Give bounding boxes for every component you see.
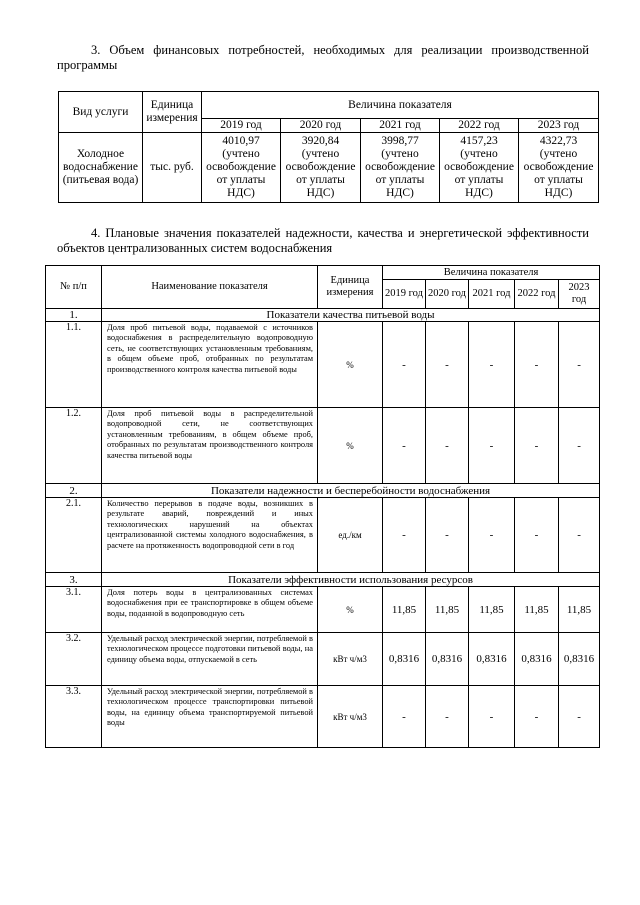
- value-cell: -: [515, 408, 559, 484]
- value-cell: 4157,23 (учтено освобождение от уплаты НДС): [440, 133, 519, 203]
- value-cell: -: [469, 322, 515, 408]
- value-cell: -: [559, 686, 600, 748]
- value-cell: -: [515, 686, 559, 748]
- unit-cell: тыс. руб.: [143, 133, 202, 203]
- group-title: Показатели эффективности использования ресурсов: [102, 573, 600, 587]
- indicators-table: [45, 265, 600, 748]
- indicator-name: Удельный расход электрической энергии, потребляемой в технологическом процессе транспортировки питьевой воды, на единицу объема транспортируемой питьевой воды: [102, 686, 318, 748]
- header-service: Вид услуги: [59, 92, 143, 133]
- value-cell: 0,8316: [559, 633, 600, 686]
- value-cell: 11,85: [383, 587, 426, 633]
- header-name: Наименование показателя: [102, 266, 318, 309]
- section4-heading: 4. Плановые значения показателей надежности, качества и энергетической эффективности объектов централизованных систем водоснабжения: [57, 226, 589, 255]
- value-cell: 11,85: [469, 587, 515, 633]
- group-num: 3.: [46, 573, 102, 587]
- value-cell: 0,8316: [469, 633, 515, 686]
- value-cell: -: [426, 686, 469, 748]
- group-title: Показатели качества питьевой воды: [102, 309, 600, 322]
- value-cell: -: [469, 686, 515, 748]
- value-cell: -: [426, 498, 469, 573]
- header-value: Величина показателя: [383, 266, 600, 280]
- group-num: 1.: [46, 309, 102, 322]
- unit-cell: %: [318, 322, 383, 408]
- value-cell: -: [515, 498, 559, 573]
- indicator-name: Доля потерь воды в централизованных системах водоснабжения при ее транспортировке в общем объеме воды, поданной в водопроводную сеть: [102, 587, 318, 633]
- year-header: 2023 год: [559, 280, 600, 309]
- indicator-name: Удельный расход электрической энергии, потребляемой в технологическом процессе подготовки питьевой воды, на единицу объема воды, отпускаемой в сеть: [102, 633, 318, 686]
- value-cell: -: [469, 408, 515, 484]
- row-num: 3.1.: [46, 587, 102, 633]
- value-cell: 11,85: [515, 587, 559, 633]
- row-num: 3.3.: [46, 686, 102, 748]
- year-header: 2021 год: [469, 280, 515, 309]
- value-cell: 3920,84 (учтено освобождение от уплаты НДС): [281, 133, 361, 203]
- header-value: Величина показателя: [202, 92, 599, 119]
- year-header: 2022 год: [440, 119, 519, 133]
- value-cell: 4322,73 (учтено освобождение от уплаты НДС): [519, 133, 599, 203]
- indicator-name: Доля проб питьевой воды, подаваемой с источников водоснабжения в распределительную водопроводную сеть, не соответствующих установленным требованиям, в общем объеме проб, отобранных по результатам производственного контроля качества питьевой воды: [102, 322, 318, 408]
- value-cell: -: [559, 498, 600, 573]
- header-unit: Единица измерения: [143, 92, 202, 133]
- value-cell: 11,85: [559, 587, 600, 633]
- financial-needs-table: [58, 91, 599, 203]
- group-num: 2.: [46, 484, 102, 498]
- value-cell: -: [383, 498, 426, 573]
- row-num: 1.2.: [46, 408, 102, 484]
- value-cell: -: [383, 686, 426, 748]
- value-cell: 11,85: [426, 587, 469, 633]
- year-header: 2019 год: [383, 280, 426, 309]
- value-cell: -: [426, 322, 469, 408]
- unit-cell: %: [318, 408, 383, 484]
- unit-cell: ед./км: [318, 498, 383, 573]
- row-num: 2.1.: [46, 498, 102, 573]
- value-cell: -: [383, 408, 426, 484]
- section3-heading: 3. Объем финансовых потребностей, необходимых для реализации производственной программы: [57, 43, 589, 72]
- row-num: 3.2.: [46, 633, 102, 686]
- indicator-name: Количество перерывов в подаче воды, возникших в результате аварий, повреждений и иных технологических нарушений на объектах централизованной системы холодного водоснабжения, в расчете на протяженность водопроводной сети в год: [102, 498, 318, 573]
- header-num: № п/п: [46, 266, 102, 309]
- value-cell: 0,8316: [383, 633, 426, 686]
- year-header: 2022 год: [515, 280, 559, 309]
- value-cell: -: [515, 322, 559, 408]
- group-title: Показатели надежности и бесперебойности водоснабжения: [102, 484, 600, 498]
- value-cell: -: [383, 322, 426, 408]
- header-unit: Единица измерения: [318, 266, 383, 309]
- value-cell: -: [559, 408, 600, 484]
- row-num: 1.1.: [46, 322, 102, 408]
- year-header: 2021 год: [361, 119, 440, 133]
- value-cell: -: [559, 322, 600, 408]
- year-header: 2020 год: [281, 119, 361, 133]
- value-cell: 0,8316: [515, 633, 559, 686]
- value-cell: 3998,77 (учтено освобождение от уплаты НДС): [361, 133, 440, 203]
- service-name: Холодное водоснабжение (питьевая вода): [59, 133, 143, 203]
- unit-cell: кВт ч/м3: [318, 633, 383, 686]
- value-cell: -: [426, 408, 469, 484]
- value-cell: -: [469, 498, 515, 573]
- year-header: 2019 год: [202, 119, 281, 133]
- value-cell: 4010,97 (учтено освобождение от уплаты НДС): [202, 133, 281, 203]
- year-header: 2020 год: [426, 280, 469, 309]
- year-header: 2023 год: [519, 119, 599, 133]
- indicator-name: Доля проб питьевой воды в распределительной водопроводной сети, не соответствующих установленным требованиям, в общем объеме проб, отобранных по результатам производственного контроля качества питьевой воды: [102, 408, 318, 484]
- unit-cell: %: [318, 587, 383, 633]
- unit-cell: кВт ч/м3: [318, 686, 383, 748]
- value-cell: 0,8316: [426, 633, 469, 686]
